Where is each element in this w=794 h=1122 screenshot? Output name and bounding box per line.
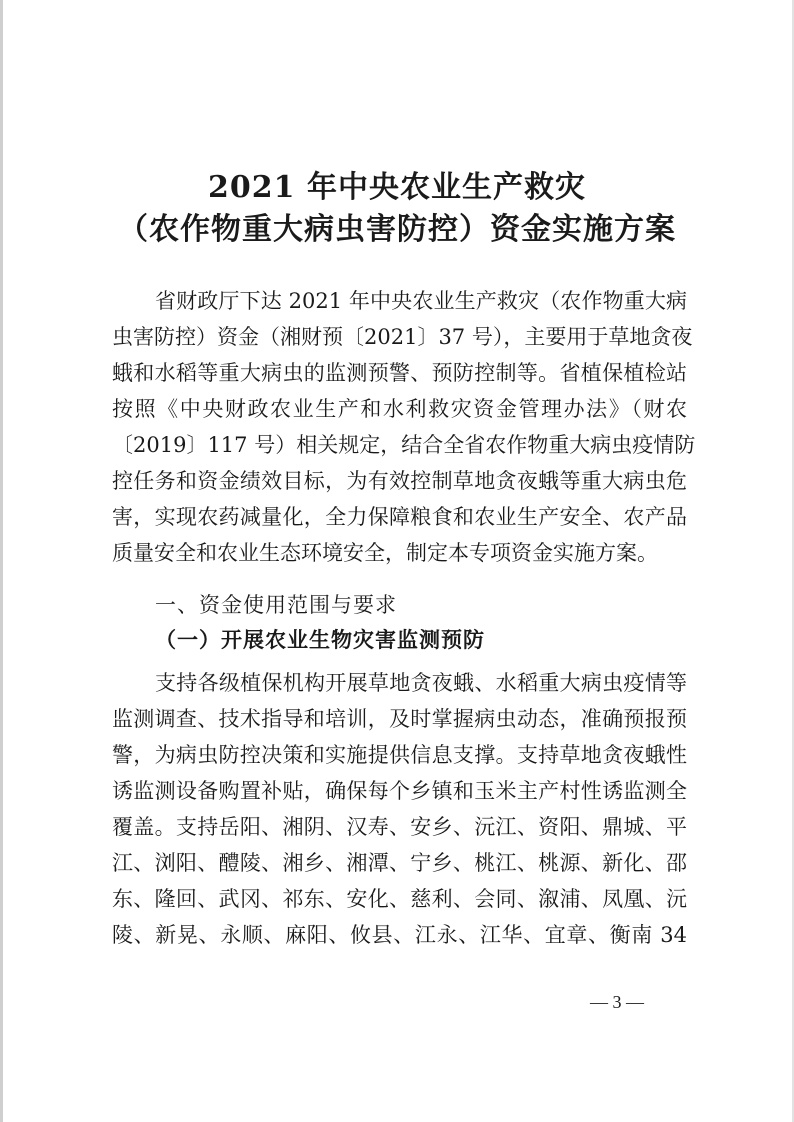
section-heading-1: 一、资金使用范围与要求 <box>155 593 397 617</box>
body-paragraph-line: 诱监测设备购置补贴，确保每个乡镇和玉米主产村性诱监测全 <box>112 779 687 803</box>
intro-paragraph-line: 害，实现农药减量化，全力保障粮食和农业生产安全、农产品 <box>112 505 687 529</box>
intro-paragraph-line: 虫害防控）资金（湘财预〔2021〕37 号），主要用于草地贪夜 <box>112 325 693 349</box>
body-paragraph-line: 警，为病虫防控决策和实施提供信息支撑。支持草地贪夜蛾性 <box>112 743 687 767</box>
intro-paragraph-line: 按照《中央财政农业生产和水利救灾资金管理办法》（财农 <box>112 397 687 421</box>
intro-paragraph-line: 控任务和资金绩效目标，为有效控制草地贪夜蛾等重大病虫危 <box>112 469 687 493</box>
subsection-heading-1: （一）开展农业生物灾害监测预防 <box>155 627 485 652</box>
intro-paragraph-line: 质量安全和农业生态环境安全，制定本专项资金实施方案。 <box>112 541 658 565</box>
body-paragraph-line: 陵、新晃、永顺、麻阳、攸县、江永、江华、宜章、衡南 34 <box>112 923 687 947</box>
page-number: — 3 — <box>590 992 644 1012</box>
body-paragraph-line: 东、隆回、武冈、祁东、安化、慈利、会同、溆浦、凤凰、沅 <box>112 887 687 911</box>
intro-paragraph-line: 蛾和水稻等重大病虫的监测预警、预防控制等。省植保植检站 <box>112 361 687 385</box>
intro-paragraph-line: 〔2019〕117 号）相关规定，结合全省农作物重大病虫疫情防 <box>112 433 696 457</box>
body-paragraph-line: 覆盖。支持岳阳、湘阴、汉寿、安乡、沅江、资阳、鼎城、平 <box>112 815 687 839</box>
body-paragraph-line: 监测调查、技术指导和培训，及时掌握病虫动态，准确预报预 <box>112 707 687 731</box>
body-paragraph-line: 支持各级植保机构开展草地贪夜蛾、水稻重大病虫疫情等 <box>155 671 687 695</box>
intro-paragraph-line: 省财政厅下达 2021 年中央农业生产救灾（农作物重大病 <box>155 289 687 313</box>
body-paragraph-line: 江、浏阳、醴陵、湘乡、湘潭、宁乡、桃江、桃源、新化、邵 <box>112 851 687 875</box>
document-title-line-2: （农作物重大病虫害防控）资金实施方案 <box>118 212 676 247</box>
document-title-line-1: 2021 年中央农业生产救灾 <box>208 170 586 205</box>
